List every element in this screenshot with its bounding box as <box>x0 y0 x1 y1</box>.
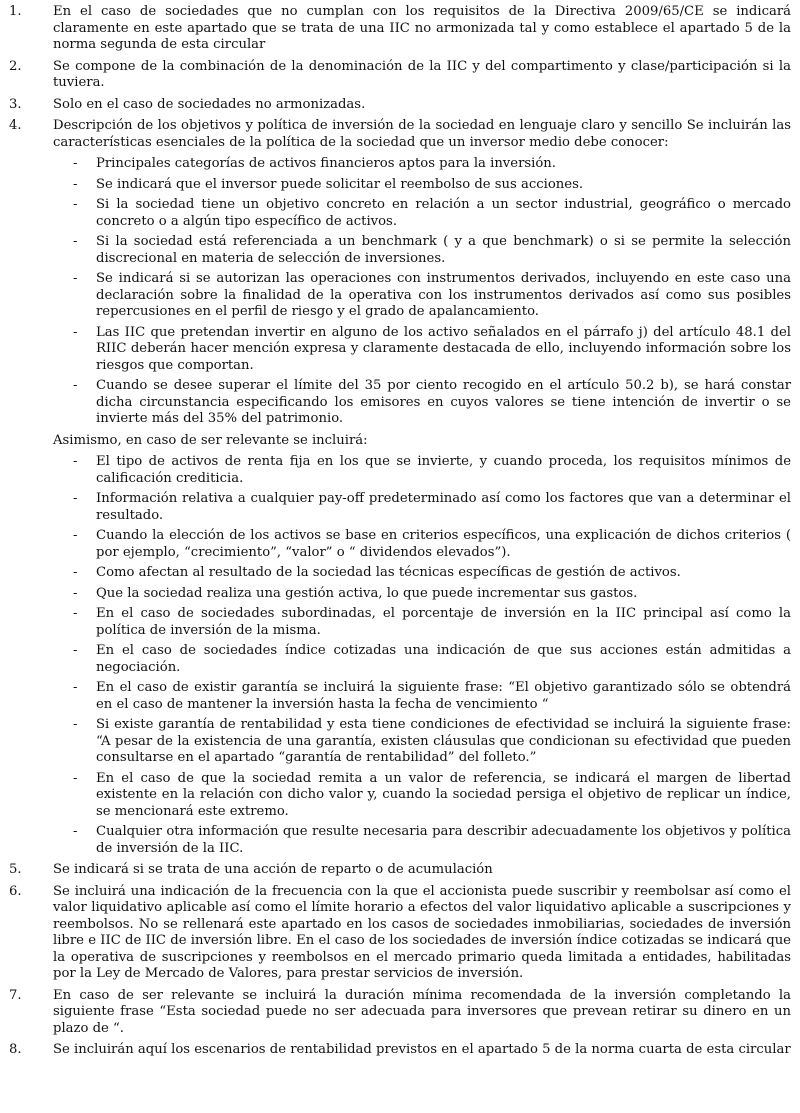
list-item <box>53 643 791 676</box>
list-item <box>53 325 791 375</box>
dash-bullet-icon: - <box>73 271 78 286</box>
dash-bullet-icon: - <box>73 378 78 393</box>
note-number: 6. <box>9 883 22 899</box>
dash-bullet-icon: - <box>73 176 78 192</box>
list-item <box>53 680 791 713</box>
list-item <box>53 378 791 428</box>
list-item <box>53 177 791 194</box>
note-number: 1. <box>9 4 22 19</box>
note-number: 4. <box>9 118 22 133</box>
list-item <box>53 586 791 603</box>
list-item-text: En el caso de existir garantía se incluirá la siguiente frase: “El objetivo garantizado sólo se obtendrá en el caso de mantener la inversión hasta la fecha de vencimiento “ <box>96 680 791 712</box>
list-item-text: Las IIC que pretendan invertir en alguno de los activo señalados en el párrafo j) del artículo 48.1 del RIIC deberán hacer mención expresa y claramente destacada de ello, incluyendo información sobre los riesgos que comportan. <box>96 324 791 373</box>
note-number: 7. <box>9 987 22 1003</box>
dash-bullet-icon: - <box>73 606 78 621</box>
note-item-4 <box>0 118 791 857</box>
note-text: Se indicará si se trata de una acción de reparto o de acumulación <box>53 862 493 877</box>
note-number: 5. <box>9 862 22 877</box>
note-text: Descripción de los objetivos y política de inversión de la sociedad en lenguaje claro y sencillo Se incluirán las características esenciales de la política de la sociedad que un inversor medio debe conocer: <box>53 118 791 150</box>
bullet-list-objectives <box>53 156 791 428</box>
subsection-intro: Asimismo, en caso de ser relevante se incluirá: <box>53 432 368 448</box>
note-item-3 <box>0 97 791 114</box>
list-item-text: Se indicará que el inversor puede solicitar el reembolso de sus acciones. <box>96 176 584 192</box>
list-item-text: Cuando la elección de los activos se base en criterios específicos, una explicación de dichos criterios ( por ejemplo, “crecimiento”, “valor” o “ dividendos elevados”). <box>96 528 791 560</box>
list-item-text: El tipo de activos de renta fija en los que se invierte, y cuando proceda, los requisitos mínimos de calificación crediticia. <box>96 454 791 486</box>
note-text: Se incluirán aquí los escenarios de rentabilidad previstos en el apartado 5 de la norma cuarta de esta circular <box>53 1042 791 1057</box>
dash-bullet-icon: - <box>73 234 78 249</box>
list-item-text: En el caso de que la sociedad remita a un valor de referencia, se indicará el margen de libertad existente en la relación con dicho valor y, cuando la sociedad persiga el objetivo de replicar un índice, se mencionará este extremo. <box>96 770 791 819</box>
list-item <box>53 771 791 821</box>
note-item-8 <box>0 1042 791 1059</box>
list-item-text: Cualquier otra información que resulte necesaria para describir adecuadamente los objetivos y política de inversión de la IIC. <box>96 824 791 856</box>
list-item <box>53 717 791 767</box>
note-text: Se compone de la combinación de la denominación de la IIC y del compartimento y clase/participación si la tuviera. <box>53 58 791 90</box>
dash-bullet-icon: - <box>73 528 78 543</box>
dash-bullet-icon: - <box>73 680 78 695</box>
list-item <box>53 528 791 561</box>
dash-bullet-icon: - <box>73 454 78 469</box>
note-number: 8. <box>9 1042 22 1057</box>
dash-bullet-icon: - <box>73 824 78 839</box>
list-item-text: Como afectan al resultado de la sociedad las técnicas específicas de gestión de activos. <box>96 565 681 580</box>
list-item-text: Que la sociedad realiza una gestión activa, lo que puede incrementar sus gastos. <box>96 585 638 601</box>
note-item-7 <box>0 988 791 1038</box>
list-item-text: Si la sociedad tiene un objetivo concreto en relación a un sector industrial, geográfico o mercado concreto o a algún tipo específico de activos. <box>96 197 791 229</box>
list-item <box>53 234 791 267</box>
list-item-text: Información relativa a cualquier pay-off predeterminado así como los factores que van a determinar el resultado. <box>96 491 791 523</box>
list-item-text: Cuando se desee superar el límite del 35 por ciento recogido en el artículo 50.2 b), se hará constar dicha circunstancia especificando los emisores en cuyos valores se tiene intención de invertir o se invierte más del 35% del patrimonio. <box>96 378 791 426</box>
dash-bullet-icon: - <box>73 156 78 171</box>
note-item-2 <box>0 59 791 92</box>
list-item-text: Si la sociedad está referenciada a un benchmark ( y a que benchmark) o si se permite la selección discrecional en materia de selección de inversiones. <box>96 234 791 266</box>
dash-bullet-icon: - <box>73 197 78 212</box>
list-item-text: En el caso de sociedades índice cotizadas una indicación de que sus acciones están admitidas a negociación. <box>96 643 791 675</box>
note-item-1 <box>0 4 791 54</box>
note-number: 2. <box>9 58 22 74</box>
list-item-text: Se indicará si se autorizan las operaciones con instrumentos derivados, incluyendo en este caso una declaración sobre la finalidad de la operativa con los instrumentos derivados así como sus posibles repercusiones en el perfil de riesgo y el grado de apalancamiento. <box>96 271 791 319</box>
note-text: Se incluirá una indicación de la frecuencia con la que el accionista puede suscribir y reembolsar así como el valor liquidativo aplicable así como el límite horario a efectos del valor liquidativo aplicable a suscripciones y reembolsos. No se rellenará este apartado en los casos de sociedades inmobiliarias, sociedades de inversión libre e IIC de IIC de inversión libre. En el caso de los sociedades de inversión índice cotizadas se indicará que la operativa de suscripciones y reembolsos en el mercado primario queda limitada a entidades, habilitadas por la Ley de Mercado de Valores, para prestar servicios de inversión. <box>53 883 791 981</box>
note-item-5 <box>0 862 791 879</box>
dash-bullet-icon: - <box>73 643 78 658</box>
dash-bullet-icon: - <box>73 565 78 580</box>
note-text: En caso de ser relevante se incluirá la duración mínima recomendada de la inversión completando la siguiente frase “Esta sociedad puede no ser adecuada para inversores que prevean retirar su dinero en un plazo de “. <box>53 987 791 1036</box>
list-item-text: En el caso de sociedades subordinadas, el porcentaje de inversión en la IIC principal así como la política de inversión de la misma. <box>96 606 791 638</box>
dash-bullet-icon: - <box>73 324 78 340</box>
dash-bullet-icon: - <box>73 770 78 786</box>
note-number: 3. <box>9 96 22 112</box>
list-item <box>53 197 791 230</box>
list-item <box>53 606 791 639</box>
dash-bullet-icon: - <box>73 585 78 601</box>
list-item <box>53 491 791 524</box>
list-item <box>53 454 791 487</box>
list-item-text: Si existe garantía de rentabilidad y esta tiene condiciones de efectividad se incluirá la siguiente frase: “A pesar de la existencia de una garantía, existen cláusulas que condicionan su efectividad que pueden consultarse en el apartado “garantía de rentabilidad” del folleto.” <box>96 717 791 765</box>
note-item-6 <box>0 884 791 983</box>
bullet-list-relevant <box>53 454 791 857</box>
list-item-text: Principales categorías de activos financieros aptos para la inversión. <box>96 156 556 171</box>
list-item <box>53 271 791 321</box>
dash-bullet-icon: - <box>73 491 78 506</box>
note-text: En el caso de sociedades que no cumplan con los requisitos de la Directiva 2009/65/CE se indicará claramente en este apartado que se trata de una IIC no armonizada tal y como establece el apartado 5 de la norma segunda de esta circular <box>53 4 791 52</box>
list-item <box>53 824 791 857</box>
list-item <box>53 565 791 582</box>
dash-bullet-icon: - <box>73 717 78 732</box>
list-item <box>53 156 791 173</box>
note-text: Solo en el caso de sociedades no armonizadas. <box>53 96 366 112</box>
